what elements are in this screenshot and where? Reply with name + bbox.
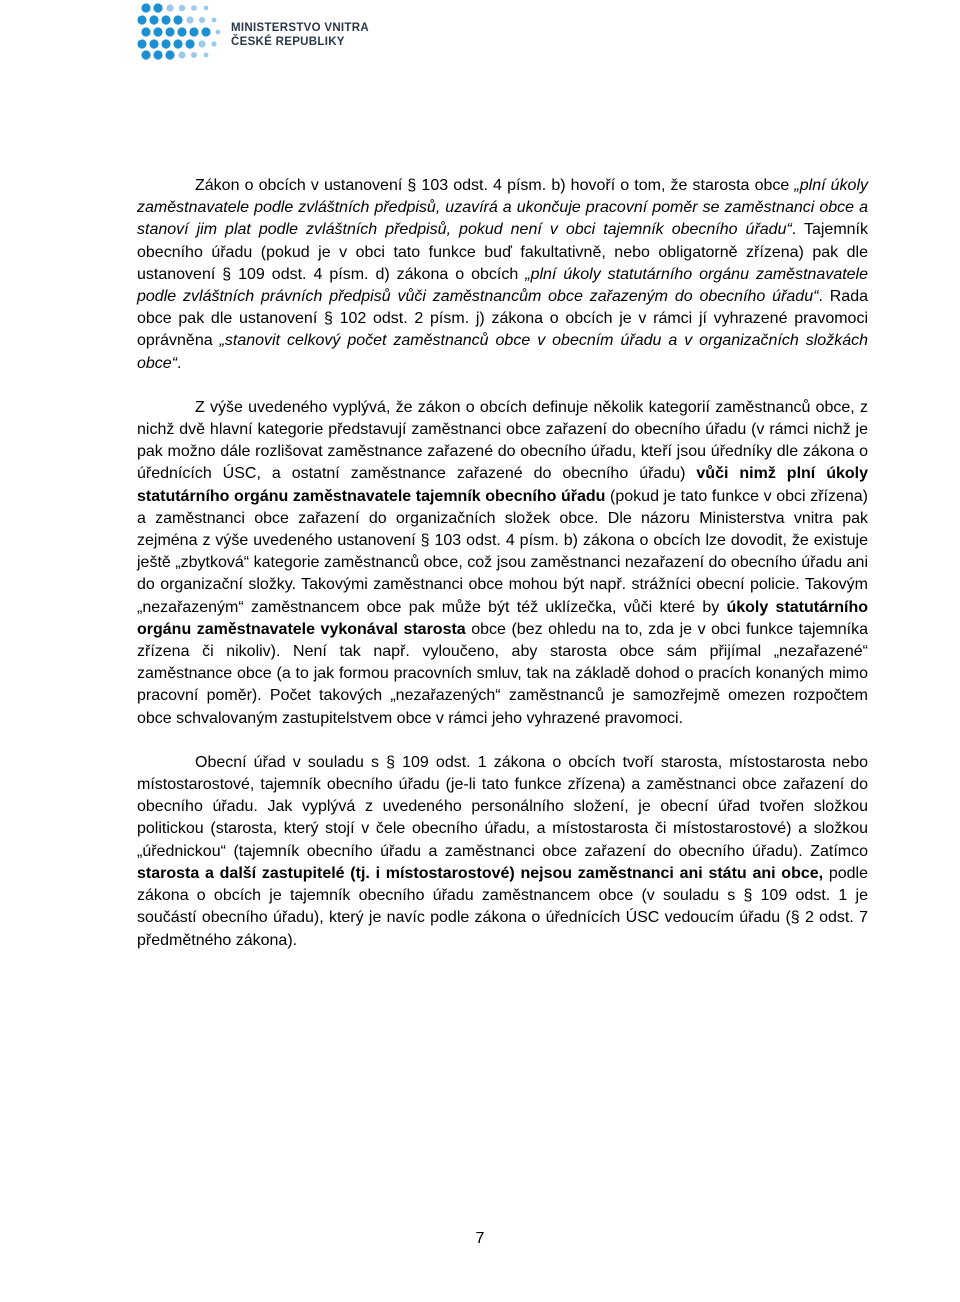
text-run: Zákon o obcích v ustanovení § 103 odst. 4 písm. b) hovoří o tom, že starosta obce [195, 177, 795, 194]
bold-run: úkoly statutárního orgánu zaměstnavatele vykonával starosta [137, 598, 868, 638]
paragraph-3 [137, 752, 868, 952]
text-run: . Rada obce pak dle ustanovení § 102 odst. 2 písm. j) zákona o obcích je v rámci jí vyhrazené pravomoci oprávněna [137, 288, 868, 350]
logo-wordmark [231, 22, 369, 49]
document-body [137, 175, 868, 952]
text-run: . [177, 354, 182, 372]
text-run: obce (bez ohledu na to, zda je v obci funkce tajemníka zřízena či nikoliv). Není tak např. vyloučeno, aby starosta obce sám přijímal „nezařazené“ zaměstnance obce (a to jak formou pracovních smluv, tak na základě dohod o pracích konaných mimo pracovní poměr). Počet takových „nezařazených“ zaměstnanců je samozřejmě omezen rozpočtem obce schvalovaným zastupitelstvem obce v rámci jeho vyhrazené pravomoci. [137, 620, 868, 727]
ministry-logo [136, 2, 376, 60]
bold-run: vůči nimž plní úkoly statutárního orgánu zaměstnavatele tajemník obecního úřadu [137, 465, 868, 505]
text-run: podle zákona o obcích je tajemník obecního úřadu zaměstnancem obce (v souladu s § 109 odst. 1 je součástí obecního úřadu), který je navíc podle zákona o úřednících ÚSC vedoucím úřadu (§ 2 odst. 7 předmětného zákona). [137, 864, 869, 949]
text-run: . Tajemník obecního úřadu (pokud je v obci tato funkce buď fakultativně, nebo obligatorně zřízena) pak dle ustanovení § 109 odst. 4 písm. d) zákona o obcích [137, 221, 868, 283]
page-number: 7 [475, 1230, 485, 1247]
paragraph-1 [137, 175, 868, 375]
bold-run: starosta a další zastupitelé (tj. i místostarostové) nejsou zaměstnanci ani státu ani obce, [137, 864, 824, 882]
logo-line-1: MINISTERSTVO VNITRA [231, 22, 369, 34]
text-run: Obecní úřad v souladu s § 109 odst. 1 zákona o obcích tvoří starosta, místostarosta nebo místostarostové, tajemník obecního úřadu (je-li tato funkce zřízena) a zaměstnanci obce zařazení do obecního úřadu. Jak vyplývá z uvedeného personálního složení, je obecní úřad tvořen složkou politickou (starosta, který stojí v čele obecního úřadu, a místostarosta či místostarostové) a složkou „úřednickou“ (tajemník obecního úřadu a zaměstnanci obce zařazení do obecního úřadu). Zatímco [137, 753, 868, 860]
italic-quote: „stanovit celkový počet zaměstnanců obce v obecním úřadu a v organizačních složkách obce“ [137, 332, 868, 372]
logo-line-2: ČESKÉ REPUBLIKY [231, 35, 345, 48]
italic-quote: „plní úkoly statutárního orgánu zaměstnavatele podle zvláštních právních předpisů vůči zaměstnancům obce zařazeným do obecního úřadu“ [137, 265, 869, 306]
text-run: (pokud je tato funkce v obci zřízena) a zaměstnanci obce zařazení do organizačních složek obce. Dle názoru Ministerstva vnitra pak zejména z výše uvedeného ustanovení § 103 odst. 4 písm. b) zákona o obcích lze dovodit, že existuje ještě „zbytková“ kategorie zaměstnanců obce, což jsou zaměstnanci nezařazení do obecního úřadu ani do organizační složky. Takovými zaměstnanci obce mohou být např. strážníci obecní policie. Takovým „nezařazeným“ zaměstnancem obce pak může být též uklízečka, vůči které by [137, 487, 868, 616]
paragraph-2 [137, 397, 868, 730]
dot-grid-icon [136, 2, 228, 60]
text-run: Z výše uvedeného vyplývá, že zákon o obcích definuje několik kategorií zaměstnanců obce, z nichž dvě hlavní kategorie představují zaměstnanci obce zařazení do obecního úřadu (v rámci nichž je pak možno dále rozlišovat zaměstnance zařazené do obecního úřadu, kteří jsou úředníky dle zákona o úřednících ÚSC, a ostatní zaměstnance zařazené do obecního úřadu) [137, 398, 868, 483]
italic-quote: „plní úkoly zaměstnavatele podle zvláštních předpisů, uzavírá a ukončuje pracovní poměr se zaměstnanci obce a stanoví jim plat podle zvláštních předpisů, pokud není v obci tajemník obecního úřadu“ [137, 177, 869, 239]
